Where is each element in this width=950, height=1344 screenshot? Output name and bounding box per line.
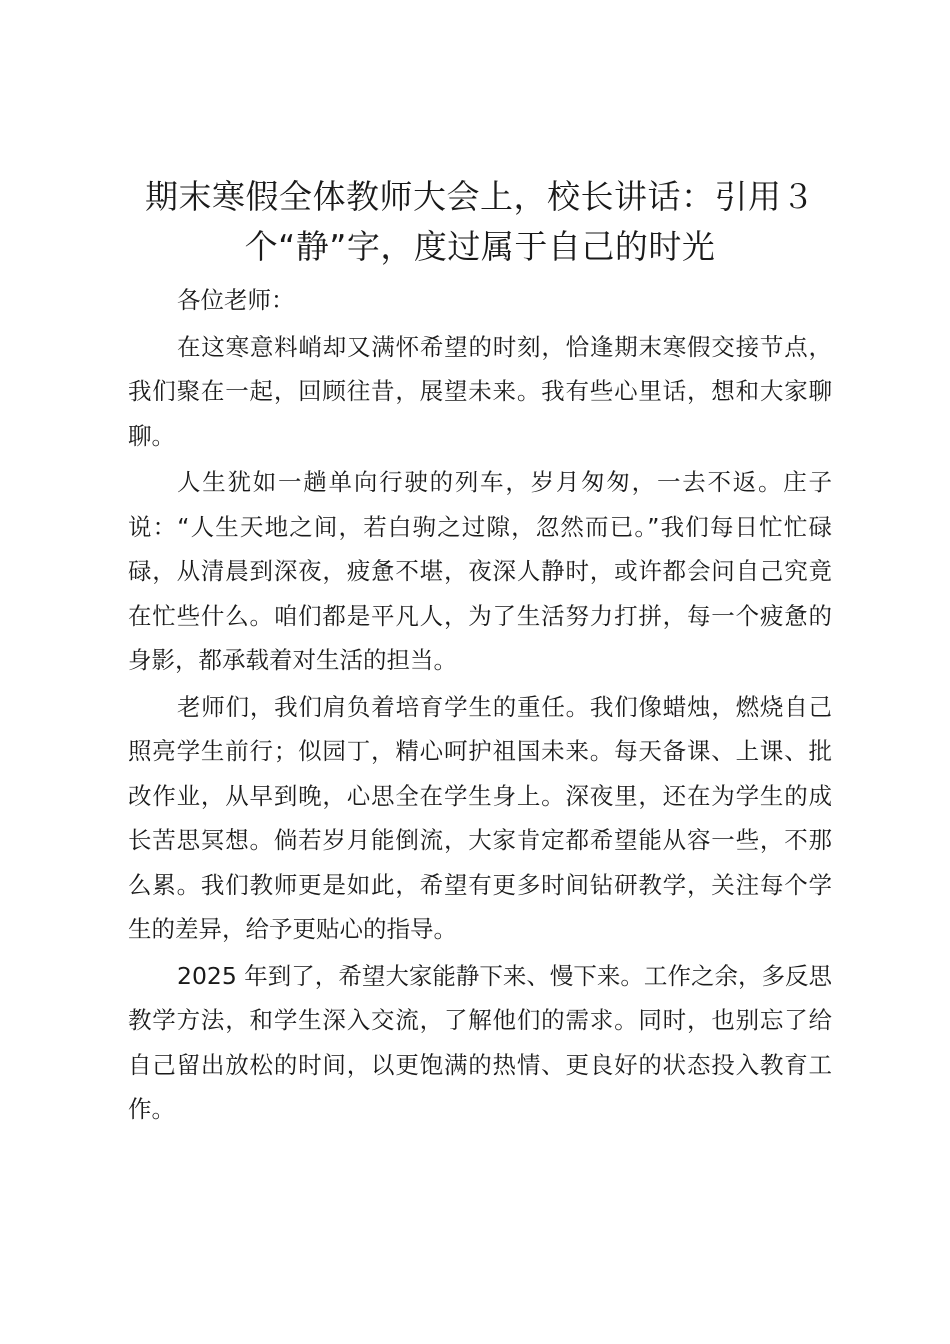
document-page (128, 172, 832, 1134)
paragraph-1: 在这寒意料峭却又满怀希望的时刻，恰逢期末寒假交接节点，我们聚在一起，回顾往昔，展望未来。我有些心里话，想和大家聊聊。 (128, 332, 832, 450)
salutation: 各位老师： (177, 286, 295, 314)
paragraph-4: 2025 年到了，希望大家能静下来、慢下来。工作之余，多反思教学方法，和学生深入交流，了解他们的需求。同时，也别忘了给自己留出放松的时间，以更饱满的热情、更良好的状态投入教育工作。 (128, 961, 832, 1123)
paragraph-2: 人生犹如一趟单向行驶的列车，岁月匆匆，一去不返。庄子说：“人生天地之间，若白驹之过隙，忽然而已。”我们每日忙忙碌碌，从清晨到深夜，疲惫不堪，夜深人静时，或许都会问自己究竟在忙些什么。咱们都是平凡人，为了生活努力打拼，每一个疲惫的身影，都承载着对生活的担当。 (128, 468, 832, 674)
paragraph-3: 老师们，我们肩负着培育学生的重任。我们像蜡烛，燃烧自己照亮学生前行；似园丁，精心呵护祖国未来。每天备课、上课、批改作业，从早到晚，心思全在学生身上。深夜里，还在为学生的成长苦思冥想。倘若岁月能倒流，大家肯定都希望能从容一些，不那么累。我们教师更是如此，希望有更多时间钻研教学，关注每个学生的差异，给予更贴心的指导。 (128, 692, 832, 943)
document-title: 期末寒假全体教师大会上，校长讲话：引用３个“静”字，度过属于自己的时光 (145, 177, 815, 266)
